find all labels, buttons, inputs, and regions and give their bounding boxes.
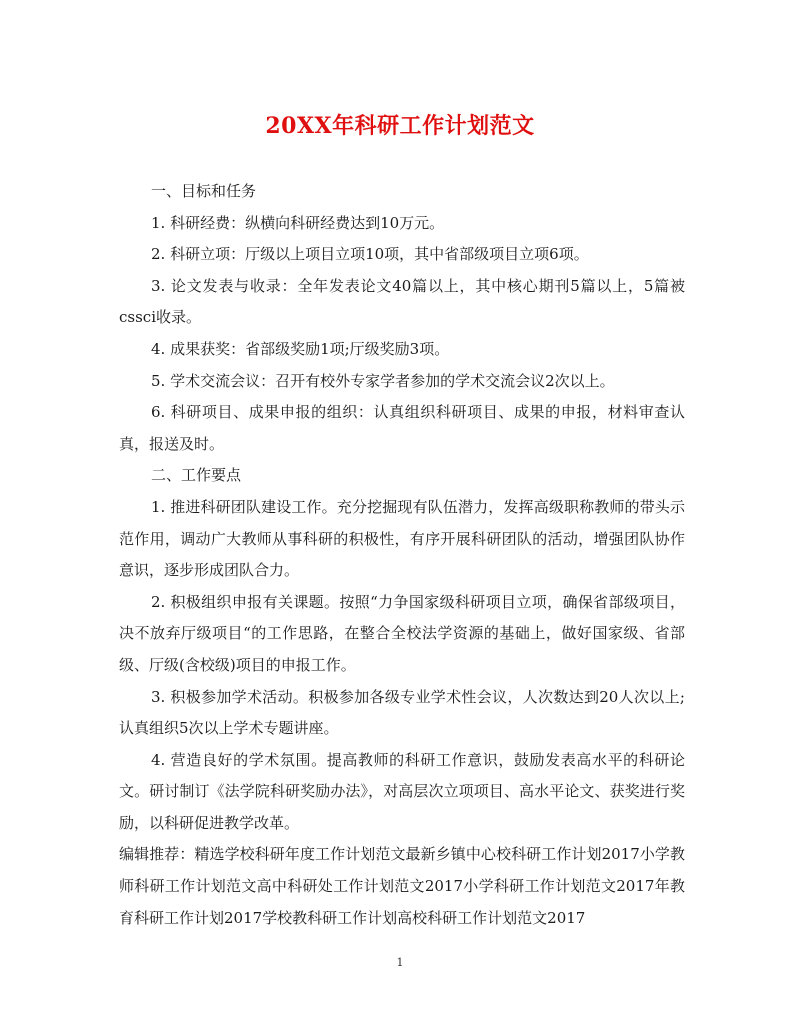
paragraph-item: 2. 科研立项：厅级以上项目立项10项，其中省部级项目立项6项。 bbox=[151, 245, 589, 264]
document-title: 20XX年科研工作计划范文 bbox=[265, 113, 535, 139]
paragraph-item: 3. 积极参加学术活动。积极参加各级专业学术性会议，人次数达到20人次以上;认真组织5次以上学术专题讲座。 bbox=[119, 687, 685, 738]
paragraph-item: 6. 科研项目、成果申报的组织：认真组织科研项目、成果的申报，材料审查认真，报送及时。 bbox=[119, 403, 685, 453]
paragraph-item: 1. 科研经费：纵横向科研经费达到10万元。 bbox=[151, 213, 445, 232]
document-body bbox=[119, 176, 685, 934]
page-number: 1 bbox=[396, 956, 404, 969]
paragraph-item: 3. 论文发表与收录：全年发表论文40篇以上，其中核心期刊5篇以上，5篇被cssci收录。 bbox=[119, 276, 685, 327]
paragraph-item: 5. 学术交流会议：召开有校外专家学者参加的学术交流会议2次以上。 bbox=[151, 371, 615, 390]
section-heading-key-points: 二、工作要点 bbox=[151, 466, 242, 485]
paragraph-item: 4. 营造良好的学术氛围。提高教师的科研工作意识，鼓励发表高水平的科研论文。研讨制订《法学院科研奖励办法》，对高层次立项项目、高水平论文、获奖进行奖励，以科研促进教学改革。 bbox=[119, 750, 685, 832]
paragraph-item: 1. 推进科研团队建设工作。充分挖掘现有队伍潜力，发挥高级职称教师的带头示范作用，调动广大教师从事科研的积极性，有序开展科研团队的活动，增强团队协作意识，逐步形成团队合力。 bbox=[119, 497, 685, 580]
editor-recommendation: 编辑推荐：精选学校科研年度工作计划范文最新乡镇中心校科研工作计划2017小学教师科研工作计划范文高中科研处工作计划范文2017小学科研工作计划范文2017年教育科研工作计划2017学校教科研工作计划高校科研工作计划范文2017 bbox=[119, 845, 685, 927]
paragraph-item: 4. 成果获奖：省部级奖励1项;厅级奖励3项。 bbox=[151, 339, 450, 358]
section-heading-goals: 一、目标和任务 bbox=[151, 182, 257, 200]
paragraph-item: 2. 积极组织申报有关课题。按照“力争国家级科研项目立项，确保省部级项目，决不放弃厅级项目“的工作思路，在整合全校法学资源的基础上，做好国家级、省部级、厅级(含校级)项目的申报工作。 bbox=[119, 592, 685, 674]
